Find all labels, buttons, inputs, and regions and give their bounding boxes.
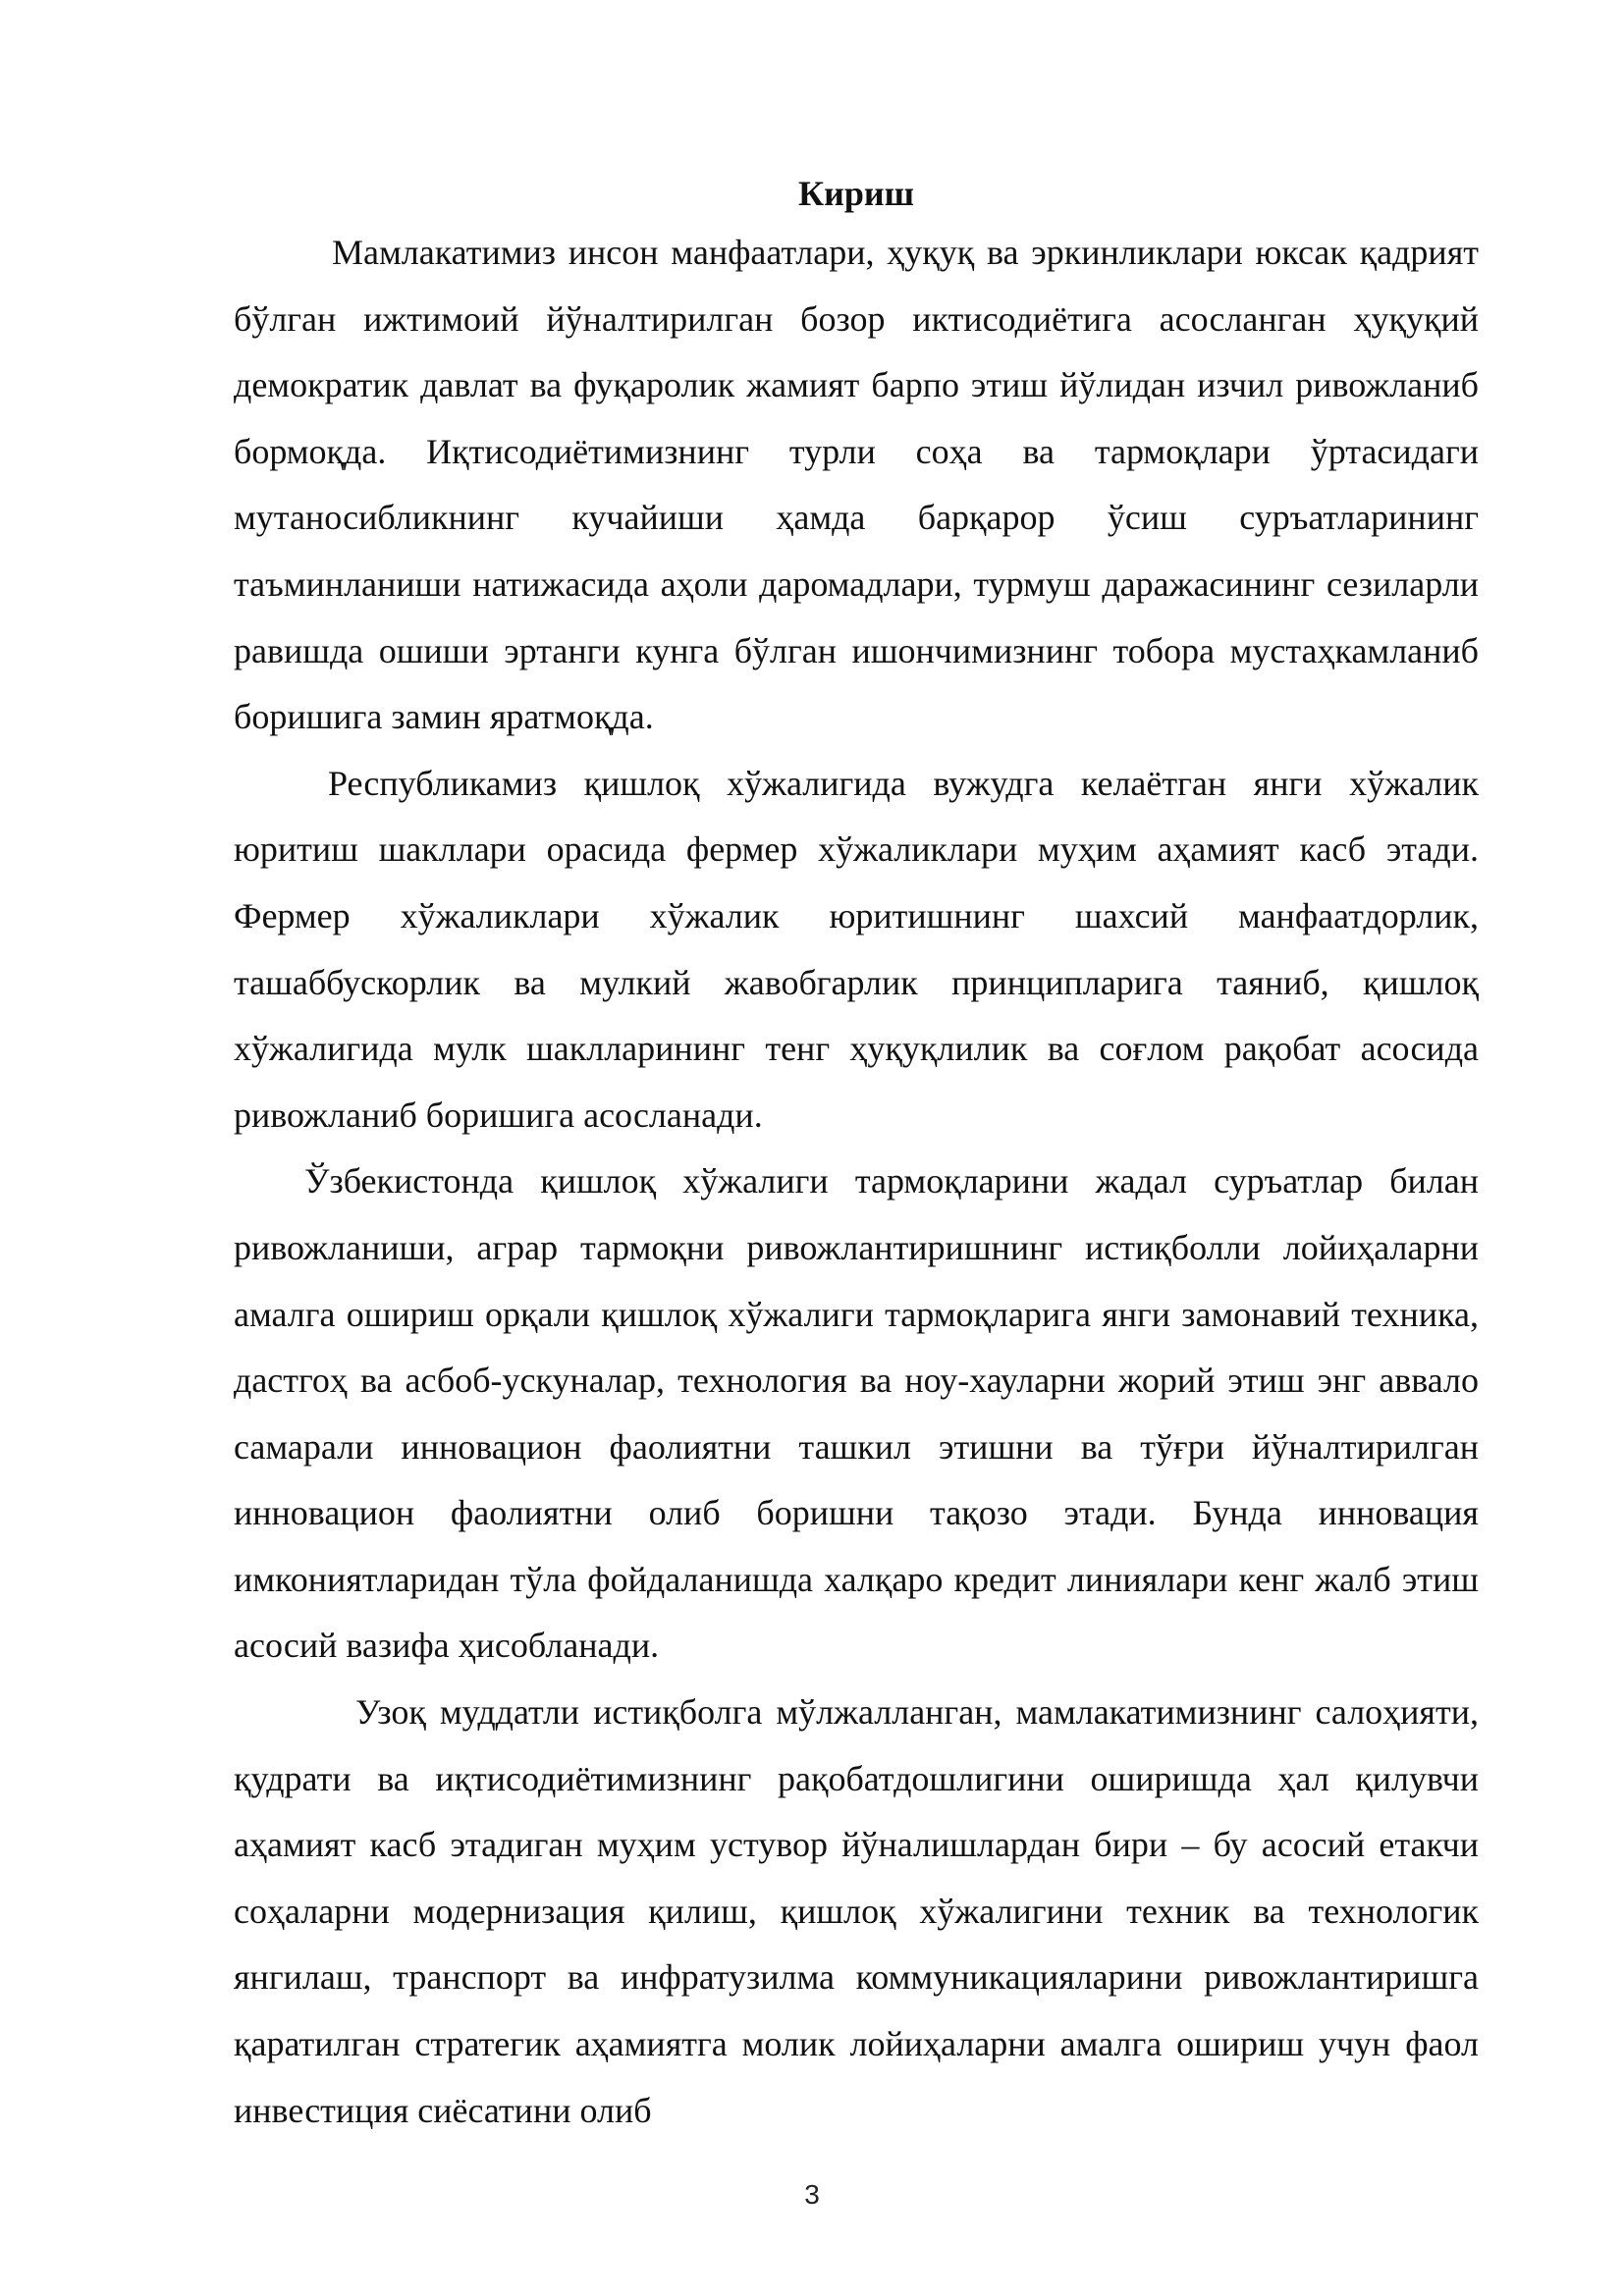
document-body — [234, 167, 1479, 2144]
paragraph-3: Ўзбекистонда қишлоқ хўжалиги тармоқларини жадал суръатлар билан ривожланиши, аграр тармоқни ривожлантиришнинг истиқболли лойиҳаларни амалга ошириш орқали қишлоқ хўжалиги тармоқларига янги замонавий техника, дастгоҳ ва асбоб-ускуналар, технология ва ноу-хауларни жорий этиш энг аввало самарали инновацион фаолиятни ташкил этишни ва тўғри йўналтирилган инновацион фаолиятни олиб боришни тақозо этади. Бунда инновация имкониятларидан тўла фойдаланишда халқаро кредит линиялари кенг жалб этиш асосий вазифа ҳисобланади. — [234, 1161, 1479, 1666]
paragraph-2: Республикамиз қишлоқ хўжалигида вужудга келаётган янги хўжалик юритиш шакллари орасида фермер хўжаликлари муҳим аҳамият касб этади. Фермер хўжаликлари хўжалик юритишнинг шахсий манфаатдорлик, ташаббускорлик ва мулкий жавобгарлик принципларига таяниб, қишлоқ хўжалигида мулк шаклларининг тенг ҳуқуқлилик ва соғлом рақобат асосида ривожланиб боришига асосланади. — [234, 763, 1479, 1135]
section-title: Кириш — [797, 174, 914, 213]
paragraph-1: Мамлакатимиз инсон манфаатлари, ҳуқуқ ва эркинликлари юксак қадрият бўлган ижтимоий йўналтирилган бозор иктисодиётига асосланган ҳуқуқий демократик давлат ва фуқаролик жамият барпо этиш йўлидан изчил ривожланиб бормоқда. Иқтисодиётимизнинг турли соҳа ва тармоқлари ўртасидаги мутаносибликнинг кучайиши ҳамда барқарор ўсиш суръатларининг таъминланиши натижасида аҳоли даромадлари, турмуш даражасининг сезиларли равишда ошиши эртанги кунга бўлган ишончимизнинг тобора мустаҳкамланиб боришига замин яратмоқда. — [234, 233, 1479, 737]
paragraph-4: Узоқ муддатли истиқболга мўлжалланган, мамлакатимизнинг салоҳияти, қудрати ва иқтисодиётимизнинг рақобатдошлигини оширишда ҳал қилувчи аҳамият касб этадиган муҳим устувор йўналишлардан бири – бу асосий етакчи соҳаларни модернизация қилиш, қишлоқ хўжалигини техник ва технологик янгилаш, транспорт ва инфратузилма коммуникацияларини ривожлантиришга қаратилган стратегик аҳамиятга молик лойиҳаларни амалга ошириш учун фаол инвестиция сиёсатини олиб — [234, 1692, 1479, 2130]
page-number: 3 — [804, 2179, 820, 2210]
